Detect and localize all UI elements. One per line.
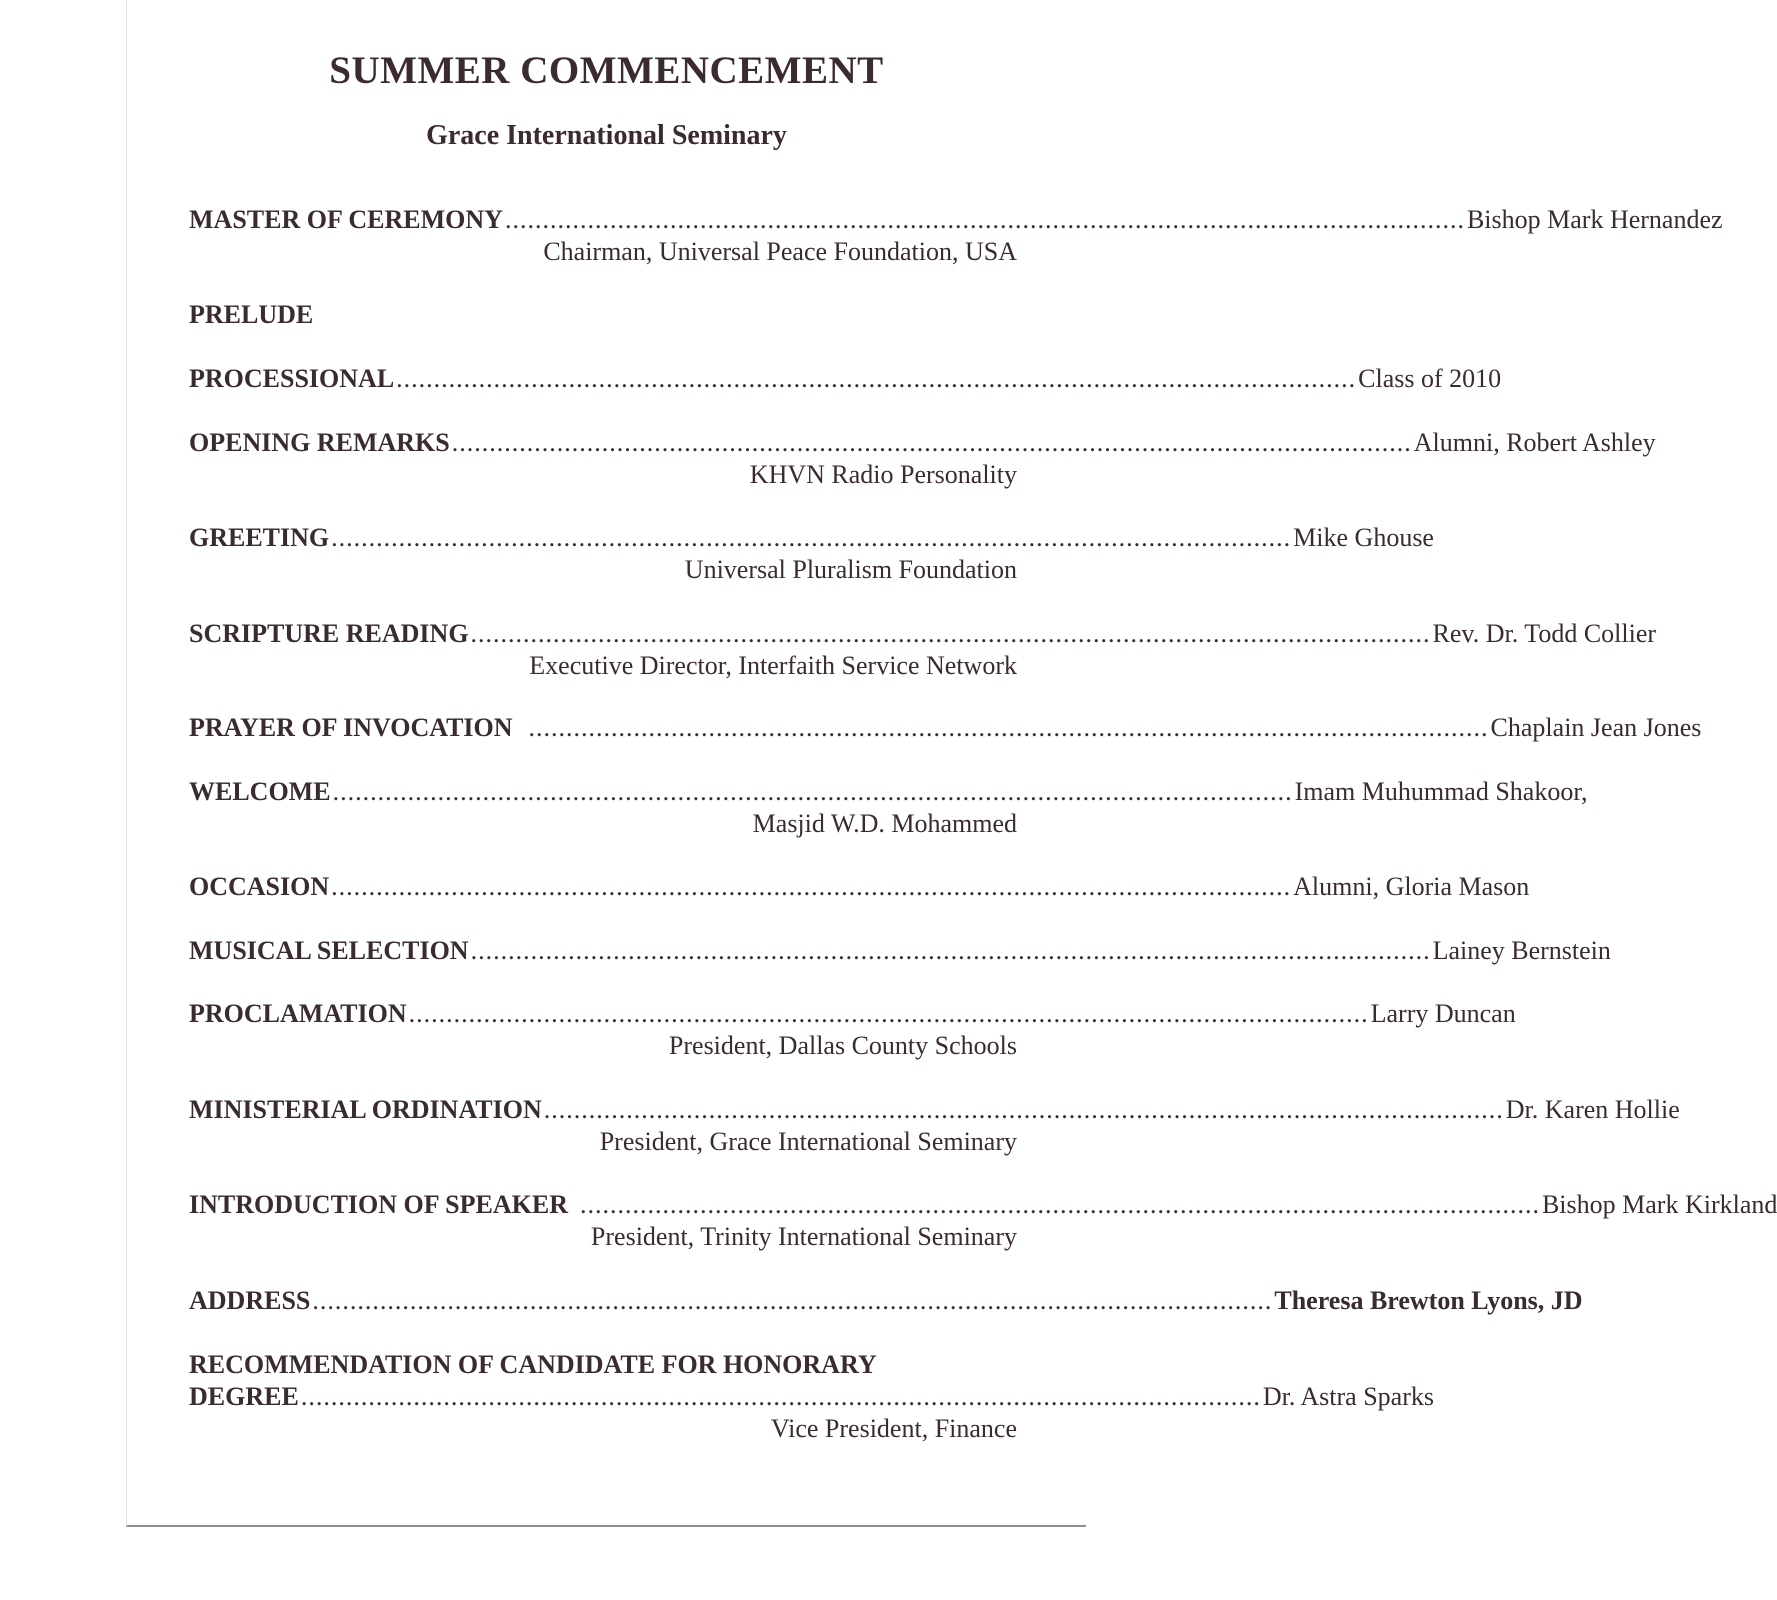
page-title: SUMMER COMMENCEMENT (329, 49, 884, 92)
program-item-prelude (189, 299, 1017, 331)
program-item-recommendation (189, 1349, 1434, 1445)
program-item-introduction-of-speaker (189, 1189, 1777, 1253)
dot-leader: ................................................................................................................................ (504, 205, 1465, 234)
item-label: MUSICAL SELECTION (189, 936, 469, 965)
item-label: WELCOME (189, 777, 331, 806)
dot-leader: ................................................................................................................................ (408, 999, 1369, 1028)
item-label: SCRIPTURE READING (189, 619, 469, 648)
item-name: Chaplain Jean Jones (1490, 713, 1702, 742)
item-label: MASTER OF CEREMONY (189, 205, 503, 234)
item-detail: President, Grace International Seminary (599, 1127, 1017, 1156)
item-name: Bishop Mark Kirkland (1541, 1190, 1777, 1219)
item-name: Alumni, Gloria Mason (1293, 872, 1530, 901)
program-sheet (126, 0, 1777, 1527)
program-item-proclamation (189, 998, 1516, 1062)
program-item-welcome (189, 776, 1588, 840)
item-label: PRELUDE (189, 300, 314, 329)
item-detail: Universal Pluralism Foundation (684, 555, 1017, 584)
item-label: ADDRESS (189, 1286, 311, 1315)
item-name: Dr. Karen Hollie (1505, 1095, 1680, 1124)
item-name: Rev. Dr. Todd Collier (1432, 619, 1657, 648)
program-item-address (189, 1285, 1583, 1317)
dot-leader: ................................................................................................................................ (470, 936, 1431, 965)
program-item-ministerial-ordination (189, 1094, 1680, 1158)
item-detail: Vice President, Finance (770, 1414, 1017, 1443)
program-item-prayer-of-invocation (189, 712, 1702, 744)
item-detail: Executive Director, Interfaith Service Network (529, 651, 1017, 680)
item-label-continued: DEGREE (189, 1382, 299, 1411)
item-label: OPENING REMARKS (189, 428, 450, 457)
item-detail: KHVN Radio Personality (749, 460, 1017, 489)
item-name: Bishop Mark Hernandez (1466, 205, 1723, 234)
dot-leader: ................................................................................................................................ (331, 872, 1292, 901)
program-item-processional (189, 363, 1502, 395)
dot-leader: ................................................................................................................................ (332, 777, 1293, 806)
item-name: Larry Duncan (1370, 999, 1516, 1028)
item-label: INTRODUCTION OF SPEAKER (189, 1190, 568, 1219)
program-item-occasion (189, 871, 1530, 903)
item-label: PROCESSIONAL (189, 364, 395, 393)
dot-leader: ................................................................................................................................ (451, 428, 1412, 457)
program-item-master-of-ceremony (189, 204, 1723, 268)
dot-leader: ................................................................................................................................ (300, 1382, 1261, 1411)
item-name: Theresa Brewton Lyons, JD (1274, 1286, 1583, 1315)
dot-leader: ................................................................................................................................ (312, 1286, 1273, 1315)
item-label: RECOMMENDATION OF CANDIDATE FOR HONORARY (189, 1350, 877, 1379)
item-name: Class of 2010 (1358, 364, 1502, 393)
item-label: PROCLAMATION (189, 999, 407, 1028)
item-detail: President, Dallas County Schools (668, 1031, 1017, 1060)
item-name: Lainey Bernstein (1432, 936, 1611, 965)
program-item-opening-remarks (189, 427, 1656, 491)
item-name: Dr. Astra Sparks (1262, 1382, 1434, 1411)
dot-leader: ................................................................................................................................ (331, 523, 1292, 552)
page-subtitle: Grace International Seminary (426, 120, 787, 151)
dot-leader: ................................................................................................................................ (543, 1095, 1504, 1124)
item-name: Imam Muhummad Shakoor, (1294, 777, 1588, 806)
dot-leader: ................................................................................................................................ (396, 364, 1357, 393)
program-item-musical-selection (189, 935, 1611, 967)
item-label: MINISTERIAL ORDINATION (189, 1095, 542, 1124)
item-name: Alumni, Robert Ashley (1413, 428, 1656, 457)
item-label: PRAYER OF INVOCATION (189, 713, 513, 742)
program-item-greeting (189, 522, 1434, 586)
dot-leader: ................................................................................................................................ (528, 713, 1489, 742)
item-detail: Chairman, Universal Peace Foundation, USA (543, 237, 1017, 266)
item-name: Mike Ghouse (1293, 523, 1434, 552)
program-item-scripture-reading (189, 618, 1657, 682)
item-label: GREETING (189, 523, 330, 552)
item-detail: President, Trinity International Seminary (590, 1222, 1017, 1251)
item-label: OCCASION (189, 872, 330, 901)
dot-leader: ................................................................................................................................ (579, 1190, 1540, 1219)
dot-leader: ................................................................................................................................ (470, 619, 1431, 648)
item-detail: Masjid W.D. Mohammed (752, 809, 1017, 838)
